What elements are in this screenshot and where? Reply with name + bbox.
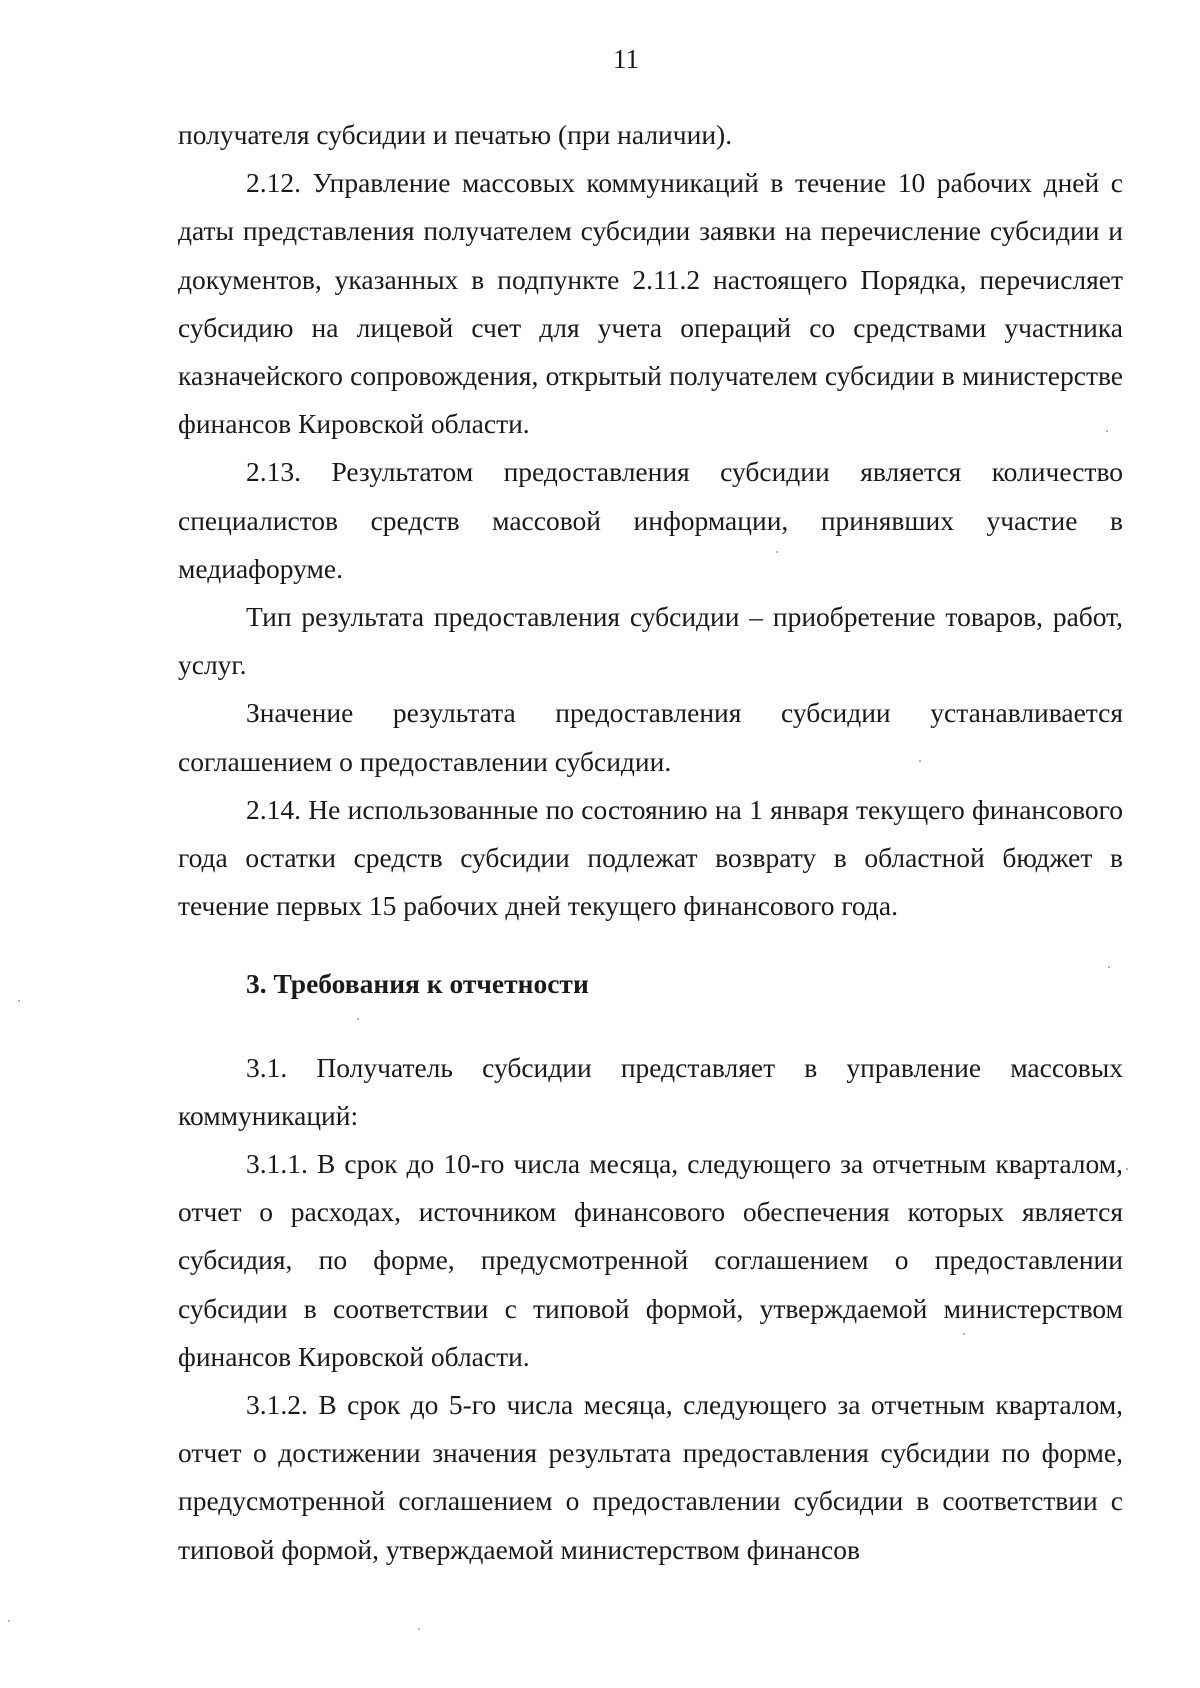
scan-speck bbox=[1106, 430, 1108, 432]
scan-speck bbox=[1126, 1168, 1128, 1170]
section-heading: 3. Требования к отчетности bbox=[246, 968, 589, 1000]
paragraph-result-value: Значение результата предоставления субсидии устанавливается соглашением о предоставлении субсидии. bbox=[178, 697, 1123, 777]
scan-speck bbox=[963, 1333, 965, 1335]
scan-speck bbox=[357, 1018, 359, 1020]
scan-speck bbox=[8, 1620, 10, 1622]
paragraph-3-1-1: 3.1.1. В срок до 10-го числа месяца, следующего за отчетным кварталом, отчет о расходах, источником финансового обеспечения которых является субсидия, по форме, предусмотренной соглашением о предоставлении субсидии в соответствии с типовой формой, утверждаемой министерством финансов Кировской области. bbox=[178, 1148, 1123, 1372]
scan-speck bbox=[18, 1000, 20, 1002]
scan-speck bbox=[776, 551, 778, 553]
scan-speck bbox=[919, 760, 921, 762]
paragraph-3-1: 3.1. Получатель субсидии представляет в управление массовых коммуникаций: bbox=[178, 1051, 1123, 1131]
page-number: 11 bbox=[613, 44, 639, 74]
paragraph-3-1-2: 3.1.2. В срок до 5-го числа месяца, следующего за отчетным кварталом, отчет о достижении значения результата предоставления субсидии по форме, предусмотренной соглашением о предоставлении субсидии в соответствии с типовой формой, утверждаемой министерством финансов bbox=[178, 1389, 1123, 1565]
scan-speck bbox=[1108, 966, 1110, 968]
paragraph-result-type: Тип результата предоставления субсидии – приобретение товаров, работ, услуг. bbox=[178, 601, 1123, 681]
paragraph-2-14: 2.14. Не использованные по состоянию на 1 января текущего финансового года остатки средств субсидии подлежат возврату в областной бюджет в течение первых 15 рабочих дней текущего финансового года. bbox=[178, 793, 1123, 922]
document-body bbox=[178, 111, 1123, 1574]
scan-speck bbox=[418, 1628, 420, 1630]
paragraph-2-12: 2.12. Управление массовых коммуникаций в течение 10 рабочих дней с даты представления получателем субсидии заявки на перечисление субсидии и документов, указанных в подпункте 2.11.2 настоящего Порядка, перечисляет субсидию на лицевой счет для учета операций со средствами участника казначейского сопровождения, открытый получателем субсидии в министерстве финансов Кировской области. bbox=[178, 167, 1123, 440]
paragraph-continuation: получателя субсидии и печатью (при наличии). bbox=[178, 119, 733, 150]
paragraph-2-13: 2.13. Результатом предоставления субсидии является количество специалистов средств массовой информации, принявших участие в медиафоруме. bbox=[178, 456, 1123, 584]
